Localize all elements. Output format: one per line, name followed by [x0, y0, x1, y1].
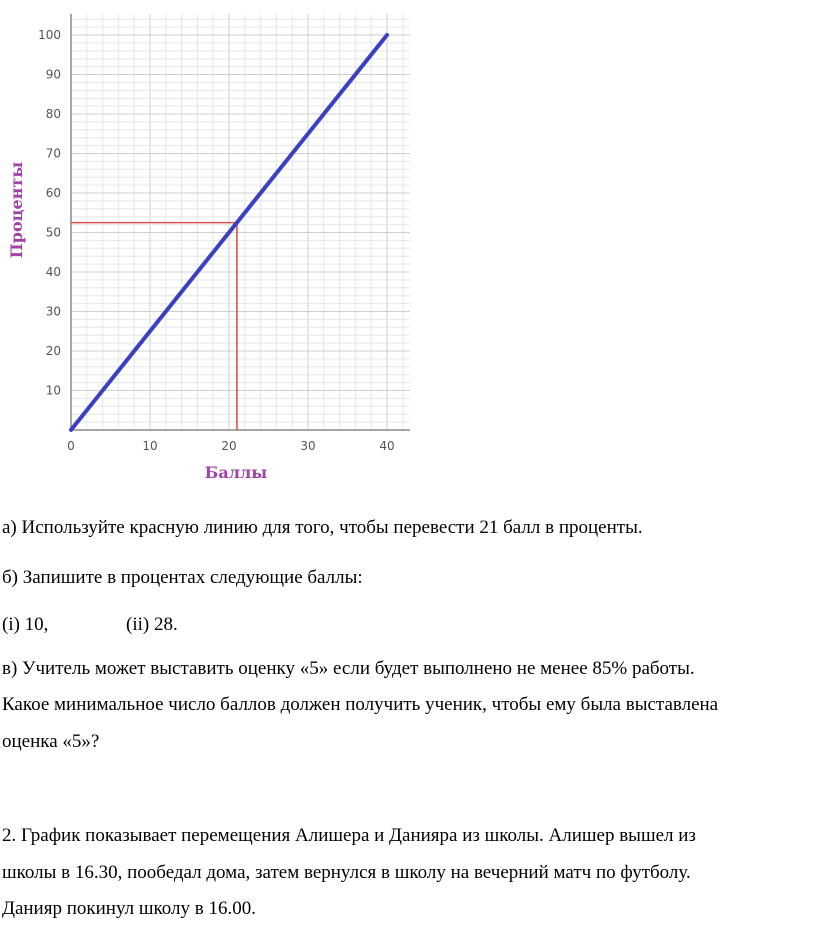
y-tick-label: 10 — [45, 383, 61, 398]
x-tick-label: 40 — [379, 439, 395, 453]
y-tick-label: 70 — [45, 146, 61, 161]
question-b-item-i: (i) 10, — [2, 614, 49, 635]
y-tick-label: 40 — [45, 265, 61, 279]
x-axis-title: Баллы — [204, 463, 268, 482]
x-tick-label: 30 — [300, 439, 316, 453]
problem-2-line-1: 2. График показывает перемещения Алишера и Данияра из школы. Алишер вышел из — [2, 825, 696, 846]
x-tick-labels — [67, 439, 394, 453]
y-tick-label: 50 — [45, 225, 61, 240]
y-tick-label: 100 — [38, 28, 61, 42]
y-tick-labels — [38, 28, 61, 398]
y-tick-label: 60 — [45, 186, 61, 200]
x-tick-label: 10 — [142, 439, 158, 453]
x-tick-label: 20 — [221, 439, 237, 453]
problem-2-line-3: Данияр покинул школу в 16.00. — [2, 898, 256, 919]
x-tick-label: 0 — [67, 439, 75, 453]
problem-2-line-2: школы в 16.30, пообедал дома, затем вернулся в школу на вечерний матч по футболу. — [2, 862, 691, 883]
question-a: а) Используйте красную линию для того, чтобы перевести 21 балл в проценты. — [2, 517, 643, 538]
question-b-item-ii: (ii) 28. — [126, 614, 178, 635]
y-tick-label: 30 — [45, 304, 61, 319]
y-tick-label: 20 — [45, 344, 61, 358]
y-tick-label: 80 — [45, 107, 61, 121]
question-b: б) Запишите в процентах следующие баллы: — [2, 567, 363, 588]
question-c-line-2: Какое минимальное число баллов должен получить ученик, чтобы ему была выставлена — [2, 694, 719, 715]
question-c-line-3: оценка «5»? — [2, 731, 100, 752]
question-c-line-1: в) Учитель может выставить оценку «5» если будет выполнено не менее 85% работы. — [2, 658, 695, 679]
y-tick-label: 90 — [45, 67, 61, 82]
y-axis-title: Проценты — [7, 161, 26, 259]
